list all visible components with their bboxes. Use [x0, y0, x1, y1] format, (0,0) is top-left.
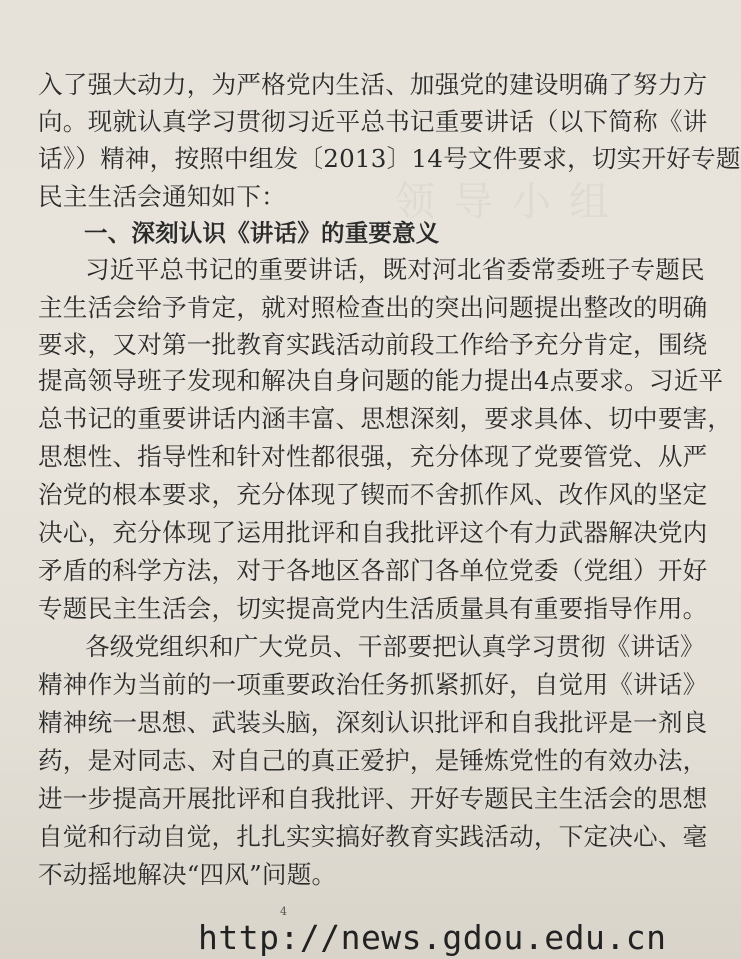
text-line: 专题民主生活会，切实提高党内生活质量具有重要指导作用。 [38, 594, 708, 623]
page-number: 4 [280, 905, 287, 918]
text-line: 思想性、指导性和针对性都很强，充分体现了党要管党、从严 [38, 442, 708, 471]
text-line: 进一步提高开展批评和自我批评、开好专题民主生活会的思想 [38, 784, 708, 813]
watermark-url: http://news.gdou.edu.cn [198, 918, 667, 957]
text-line: 民主生活会通知如下： [38, 182, 286, 211]
text-line: 向。现就认真学习贯彻习近平总书记重要讲话（以下简称《讲 [38, 107, 708, 136]
text-line: 提高领导班子发现和解决自身问题的能力提出4点要求。习近平 [38, 366, 724, 395]
text-line: 习近平总书记的重要讲话，既对河北省委常委班子专题民 [85, 255, 705, 284]
text-line: 总书记的重要讲话内涵丰富、思想深刻，要求具体、切中要害， [38, 404, 733, 433]
text-line: 不动摇地解决“四风”问题。 [38, 860, 337, 889]
text-line: 话》）精神，按照中组发〔2013〕14号文件要求，切实开好专题 [38, 144, 741, 173]
text-line: 要求，又对第一批教育实践活动前段工作给予充分肯定，围绕 [38, 330, 708, 359]
text-line: 决心，充分体现了运用批评和自我批评这个有力武器解决党内 [38, 518, 708, 547]
text-line: 各级党组织和广大党员、干部要把认真学习贯彻《讲话》 [85, 632, 705, 661]
text-line: 自觉和行动自觉，扎扎实实搞好教育实践活动，下定决心、毫 [38, 822, 708, 851]
text-line: 矛盾的科学方法，对于各地区各部门各单位党委（党组）开好 [38, 556, 708, 585]
text-line: 入了强大动力，为严格党内生活、加强党的建设明确了努力方 [38, 70, 708, 99]
text-line: 精神统一思想、武装头脑，深刻认识批评和自我批评是一剂良 [38, 708, 708, 737]
text-line: 药，是对同志、对自己的真正爱护，是锤炼党性的有效办法， [38, 746, 708, 775]
section-heading: 一、深刻认识《讲话》的重要意义 [84, 219, 440, 247]
text-line: 主生活会给予肯定，就对照检查出的突出问题提出整改的明确 [38, 293, 708, 322]
text-line: 治党的根本要求，充分体现了锲而不舍抓作风、改作风的坚定 [38, 480, 708, 509]
text-line: 精神作为当前的一项重要政治任务抓紧抓好，自觉用《讲话》 [38, 670, 708, 699]
